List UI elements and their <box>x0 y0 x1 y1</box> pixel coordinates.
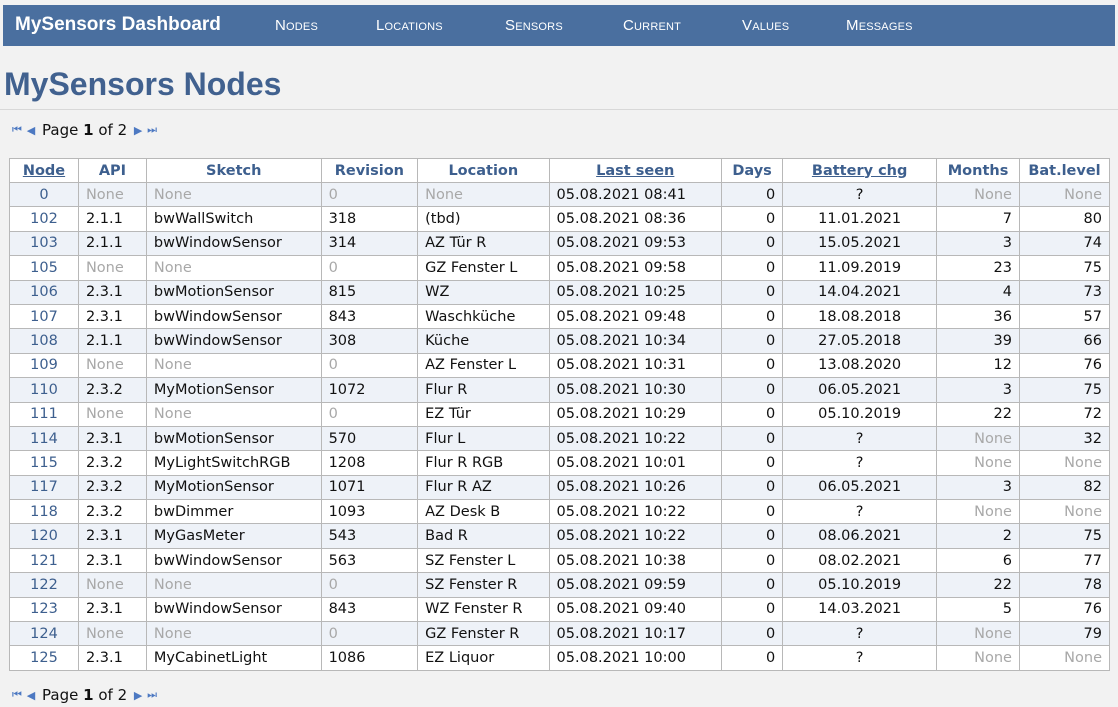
cell-revision: 843 <box>321 597 418 621</box>
cell-battery-changed: ? <box>783 646 937 670</box>
cell-days: 0 <box>721 475 782 499</box>
cell-sketch: MyCabinetLight <box>146 646 321 670</box>
cell-battery-changed: 15.05.2021 <box>783 231 937 255</box>
cell-sketch: None <box>146 256 321 280</box>
cell-api-version: 2.1.1 <box>78 329 146 353</box>
column-header-bat-level: Bat.level <box>1019 159 1109 183</box>
cell-days: 0 <box>721 573 782 597</box>
cell-revision: 308 <box>321 329 418 353</box>
cell-location: SZ Fenster L <box>418 548 549 572</box>
nav-item-locations[interactable]: Locations <box>376 17 443 34</box>
navbar <box>3 5 1115 46</box>
table-row <box>10 353 1110 377</box>
cell-battery-level: 73 <box>1019 280 1109 304</box>
pager-bottom <box>10 686 159 704</box>
table-row <box>10 646 1110 670</box>
cell-api-version: None <box>78 256 146 280</box>
cell-days: 0 <box>721 378 782 402</box>
column-header-api: API <box>78 159 146 183</box>
cell-months: 23 <box>937 256 1020 280</box>
cell-days: 0 <box>721 451 782 475</box>
cell-months: 22 <box>937 573 1020 597</box>
page-title <box>4 66 281 103</box>
cell-battery-level: 74 <box>1019 231 1109 255</box>
cell-battery-changed: ? <box>783 500 937 524</box>
table-row <box>10 304 1110 328</box>
pager-of: of <box>98 686 113 704</box>
table-row <box>10 622 1110 646</box>
cell-location: AZ Tür R <box>418 231 549 255</box>
cell-api-version: 2.3.1 <box>78 524 146 548</box>
first-page-icon[interactable]: ⏮ <box>12 688 22 701</box>
page-title-main: Nodes <box>183 66 282 102</box>
cell-days: 0 <box>721 231 782 255</box>
cell-battery-level: 77 <box>1019 548 1109 572</box>
cell-battery-level: 78 <box>1019 573 1109 597</box>
cell-node-id[interactable]: 109 <box>10 353 79 377</box>
cell-revision: 815 <box>321 280 418 304</box>
cell-days: 0 <box>721 183 782 207</box>
cell-days: 0 <box>721 524 782 548</box>
cell-battery-changed: 18.08.2018 <box>783 304 937 328</box>
prev-page-icon[interactable]: ◀ <box>26 688 36 702</box>
cell-api-version: 2.1.1 <box>78 207 146 231</box>
cell-node-id[interactable]: 114 <box>10 426 79 450</box>
cell-last-seen: 05.08.2021 10:22 <box>549 426 721 450</box>
cell-node-id[interactable]: 123 <box>10 597 79 621</box>
cell-last-seen: 05.08.2021 09:40 <box>549 597 721 621</box>
cell-revision: 0 <box>321 183 418 207</box>
cell-battery-level: 75 <box>1019 524 1109 548</box>
cell-battery-level: 79 <box>1019 622 1109 646</box>
column-header-battery-chg[interactable]: Battery chg <box>783 159 937 183</box>
column-header-node[interactable]: Node <box>10 159 79 183</box>
column-header-days: Days <box>721 159 782 183</box>
cell-battery-changed: 05.10.2019 <box>783 402 937 426</box>
cell-months: 7 <box>937 207 1020 231</box>
cell-sketch: MyMotionSensor <box>146 378 321 402</box>
column-header-location: Location <box>418 159 549 183</box>
cell-battery-changed: 14.04.2021 <box>783 280 937 304</box>
cell-months: 4 <box>937 280 1020 304</box>
cell-sketch: bwMotionSensor <box>146 426 321 450</box>
cell-battery-level: None <box>1019 500 1109 524</box>
cell-battery-changed: ? <box>783 451 937 475</box>
cell-sketch: bwDimmer <box>146 500 321 524</box>
cell-location: GZ Fenster R <box>418 622 549 646</box>
cell-months: None <box>937 646 1020 670</box>
cell-battery-level: None <box>1019 451 1109 475</box>
cell-node-id[interactable]: 124 <box>10 622 79 646</box>
cell-days: 0 <box>721 646 782 670</box>
cell-months: 2 <box>937 524 1020 548</box>
table-row <box>10 451 1110 475</box>
prev-page-icon[interactable]: ◀ <box>26 123 36 137</box>
next-page-icon[interactable]: ▶ <box>133 123 143 137</box>
cell-days: 0 <box>721 353 782 377</box>
cell-revision: 1086 <box>321 646 418 670</box>
cell-api-version: None <box>78 183 146 207</box>
cell-location: Bad R <box>418 524 549 548</box>
cell-last-seen: 05.08.2021 08:41 <box>549 183 721 207</box>
cell-revision: 843 <box>321 304 418 328</box>
table-row <box>10 402 1110 426</box>
cell-battery-level: 76 <box>1019 353 1109 377</box>
cell-api-version: None <box>78 353 146 377</box>
cell-node-id[interactable]: 122 <box>10 573 79 597</box>
cell-days: 0 <box>721 329 782 353</box>
cell-days: 0 <box>721 597 782 621</box>
cell-location: Flur L <box>418 426 549 450</box>
cell-sketch: None <box>146 353 321 377</box>
cell-node-id[interactable]: 111 <box>10 402 79 426</box>
pager-total: 2 <box>117 121 128 139</box>
cell-node-id[interactable]: 106 <box>10 280 79 304</box>
cell-api-version: 2.3.1 <box>78 280 146 304</box>
cell-last-seen: 05.08.2021 10:29 <box>549 402 721 426</box>
last-page-icon[interactable]: ⏭ <box>147 123 158 136</box>
cell-node-id[interactable]: 115 <box>10 451 79 475</box>
cell-battery-changed: 06.05.2021 <box>783 475 937 499</box>
cell-battery-level: 80 <box>1019 207 1109 231</box>
table-row <box>10 426 1110 450</box>
nav-item-messages[interactable]: Messages <box>846 17 913 34</box>
cell-api-version: 2.3.2 <box>78 378 146 402</box>
cell-location: EZ Liquor <box>418 646 549 670</box>
cell-sketch: MyGasMeter <box>146 524 321 548</box>
table-row <box>10 183 1110 207</box>
pager-text <box>42 121 127 139</box>
nav-item-values[interactable]: Values <box>742 17 790 34</box>
cell-sketch: bwMotionSensor <box>146 280 321 304</box>
cell-months: None <box>937 500 1020 524</box>
cell-last-seen: 05.08.2021 10:22 <box>549 524 721 548</box>
cell-location: Flur R AZ <box>418 475 549 499</box>
nav-item-sensors[interactable]: Sensors <box>505 17 563 34</box>
cell-battery-changed: 08.06.2021 <box>783 524 937 548</box>
table-row <box>10 280 1110 304</box>
table-row <box>10 475 1110 499</box>
cell-revision: 0 <box>321 353 418 377</box>
cell-location: (tbd) <box>418 207 549 231</box>
cell-sketch: None <box>146 622 321 646</box>
pager-top <box>10 121 159 139</box>
cell-last-seen: 05.08.2021 10:31 <box>549 353 721 377</box>
cell-revision: 1208 <box>321 451 418 475</box>
cell-sketch: None <box>146 573 321 597</box>
cell-node-id[interactable]: 105 <box>10 256 79 280</box>
nav-item-current[interactable]: Current <box>623 17 682 34</box>
cell-months: None <box>937 426 1020 450</box>
cell-last-seen: 05.08.2021 09:48 <box>549 304 721 328</box>
cell-api-version: 2.3.1 <box>78 646 146 670</box>
cell-months: 3 <box>937 475 1020 499</box>
cell-node-id[interactable]: 125 <box>10 646 79 670</box>
cell-last-seen: 05.08.2021 10:26 <box>549 475 721 499</box>
column-header-months: Months <box>937 159 1020 183</box>
cell-battery-changed: 13.08.2020 <box>783 353 937 377</box>
cell-months: 3 <box>937 378 1020 402</box>
cell-revision: 563 <box>321 548 418 572</box>
column-header-sketch: Sketch <box>146 159 321 183</box>
cell-api-version: None <box>78 622 146 646</box>
cell-battery-level: 32 <box>1019 426 1109 450</box>
cell-days: 0 <box>721 207 782 231</box>
table-header-row <box>10 159 1110 183</box>
cell-node-id[interactable]: 102 <box>10 207 79 231</box>
cell-location: EZ Tür <box>418 402 549 426</box>
cell-months: 5 <box>937 597 1020 621</box>
cell-battery-changed: 27.05.2018 <box>783 329 937 353</box>
cell-last-seen: 05.08.2021 10:00 <box>549 646 721 670</box>
cell-last-seen: 05.08.2021 10:30 <box>549 378 721 402</box>
cell-sketch: MyMotionSensor <box>146 475 321 499</box>
cell-battery-level: 72 <box>1019 402 1109 426</box>
cell-battery-changed: 06.05.2021 <box>783 378 937 402</box>
cell-location: AZ Desk B <box>418 500 549 524</box>
table-row <box>10 329 1110 353</box>
cell-days: 0 <box>721 280 782 304</box>
cell-months: None <box>937 451 1020 475</box>
cell-location: Waschküche <box>418 304 549 328</box>
table-row <box>10 378 1110 402</box>
cell-revision: 318 <box>321 207 418 231</box>
cell-last-seen: 05.08.2021 09:59 <box>549 573 721 597</box>
brand-title[interactable]: MySensors Dashboard <box>15 14 221 35</box>
cell-location: Flur R <box>418 378 549 402</box>
cell-location: GZ Fenster L <box>418 256 549 280</box>
cell-days: 0 <box>721 500 782 524</box>
cell-days: 0 <box>721 548 782 572</box>
table-row <box>10 256 1110 280</box>
pager-label: Page <box>42 686 79 704</box>
cell-api-version: 2.3.2 <box>78 475 146 499</box>
cell-api-version: 2.1.1 <box>78 231 146 255</box>
cell-location: SZ Fenster R <box>418 573 549 597</box>
page-title-prefix: MySensors <box>4 66 175 102</box>
cell-battery-changed: ? <box>783 622 937 646</box>
cell-node-id[interactable]: 118 <box>10 500 79 524</box>
cell-days: 0 <box>721 402 782 426</box>
cell-api-version: 2.3.1 <box>78 304 146 328</box>
cell-battery-changed: 11.01.2021 <box>783 207 937 231</box>
cell-days: 0 <box>721 304 782 328</box>
cell-last-seen: 05.08.2021 10:25 <box>549 280 721 304</box>
cell-location: AZ Fenster L <box>418 353 549 377</box>
nav-item-nodes[interactable]: Nodes <box>275 17 319 34</box>
cell-battery-level: 75 <box>1019 256 1109 280</box>
cell-sketch: bwWindowSensor <box>146 597 321 621</box>
cell-last-seen: 05.08.2021 09:58 <box>549 256 721 280</box>
cell-last-seen: 05.08.2021 10:22 <box>549 500 721 524</box>
cell-revision: 1093 <box>321 500 418 524</box>
cell-days: 0 <box>721 256 782 280</box>
cell-last-seen: 05.08.2021 10:38 <box>549 548 721 572</box>
cell-battery-level: 82 <box>1019 475 1109 499</box>
cell-revision: 314 <box>321 231 418 255</box>
cell-revision: 1072 <box>321 378 418 402</box>
cell-months: 6 <box>937 548 1020 572</box>
cell-months: None <box>937 622 1020 646</box>
cell-sketch: bwWindowSensor <box>146 548 321 572</box>
cell-months: 12 <box>937 353 1020 377</box>
cell-months: 3 <box>937 231 1020 255</box>
table-row <box>10 207 1110 231</box>
cell-node-id[interactable]: 108 <box>10 329 79 353</box>
first-page-icon[interactable]: ⏮ <box>12 123 22 136</box>
cell-battery-changed: ? <box>783 183 937 207</box>
last-page-icon[interactable]: ⏭ <box>147 688 158 701</box>
table-row <box>10 500 1110 524</box>
cell-node-id[interactable]: 110 <box>10 378 79 402</box>
table-row <box>10 548 1110 572</box>
cell-revision: 0 <box>321 256 418 280</box>
cell-battery-changed: ? <box>783 426 937 450</box>
cell-months: 22 <box>937 402 1020 426</box>
cell-revision: 570 <box>321 426 418 450</box>
cell-revision: 0 <box>321 402 418 426</box>
cell-last-seen: 05.08.2021 09:53 <box>549 231 721 255</box>
cell-months: None <box>937 183 1020 207</box>
cell-node-id[interactable]: 117 <box>10 475 79 499</box>
cell-location: Flur R RGB <box>418 451 549 475</box>
cell-node-id[interactable]: 107 <box>10 304 79 328</box>
cell-last-seen: 05.08.2021 08:36 <box>549 207 721 231</box>
cell-api-version: None <box>78 402 146 426</box>
cell-battery-level: 76 <box>1019 597 1109 621</box>
table-row <box>10 524 1110 548</box>
title-divider <box>0 109 1118 110</box>
cell-battery-changed: 05.10.2019 <box>783 573 937 597</box>
cell-months: 39 <box>937 329 1020 353</box>
column-header-revision: Revision <box>321 159 418 183</box>
nodes-table <box>9 158 1110 671</box>
cell-location: WZ Fenster R <box>418 597 549 621</box>
cell-api-version: 2.3.1 <box>78 597 146 621</box>
pager-text <box>42 686 127 704</box>
cell-node-id[interactable]: 0 <box>10 183 79 207</box>
pager-current: 1 <box>83 686 94 704</box>
column-header-last-seen[interactable]: Last seen <box>549 159 721 183</box>
cell-last-seen: 05.08.2021 10:01 <box>549 451 721 475</box>
cell-battery-level: 66 <box>1019 329 1109 353</box>
table-row <box>10 231 1110 255</box>
cell-api-version: 2.3.1 <box>78 426 146 450</box>
cell-battery-changed: 14.03.2021 <box>783 597 937 621</box>
cell-months: 36 <box>937 304 1020 328</box>
cell-battery-level: None <box>1019 183 1109 207</box>
cell-sketch: MyLightSwitchRGB <box>146 451 321 475</box>
cell-last-seen: 05.08.2021 10:34 <box>549 329 721 353</box>
cell-revision: 0 <box>321 573 418 597</box>
cell-api-version: 2.3.2 <box>78 451 146 475</box>
cell-sketch: None <box>146 183 321 207</box>
cell-battery-level: None <box>1019 646 1109 670</box>
cell-node-id[interactable]: 103 <box>10 231 79 255</box>
cell-battery-level: 75 <box>1019 378 1109 402</box>
cell-revision: 1071 <box>321 475 418 499</box>
cell-last-seen: 05.08.2021 10:17 <box>549 622 721 646</box>
pager-label: Page <box>42 121 79 139</box>
cell-node-id[interactable]: 120 <box>10 524 79 548</box>
cell-location: Küche <box>418 329 549 353</box>
pager-current: 1 <box>83 121 94 139</box>
cell-revision: 0 <box>321 622 418 646</box>
cell-sketch: bwWallSwitch <box>146 207 321 231</box>
cell-api-version: 2.3.2 <box>78 500 146 524</box>
cell-location: None <box>418 183 549 207</box>
cell-sketch: bwWindowSensor <box>146 329 321 353</box>
cell-location: WZ <box>418 280 549 304</box>
cell-sketch: bwWindowSensor <box>146 231 321 255</box>
cell-api-version: None <box>78 573 146 597</box>
cell-battery-changed: 08.02.2021 <box>783 548 937 572</box>
cell-sketch: None <box>146 402 321 426</box>
cell-battery-changed: 11.09.2019 <box>783 256 937 280</box>
cell-revision: 543 <box>321 524 418 548</box>
next-page-icon[interactable]: ▶ <box>133 688 143 702</box>
table-row <box>10 597 1110 621</box>
cell-api-version: 2.3.1 <box>78 548 146 572</box>
pager-of: of <box>98 121 113 139</box>
table-row <box>10 573 1110 597</box>
cell-sketch: bwWindowSensor <box>146 304 321 328</box>
cell-node-id[interactable]: 121 <box>10 548 79 572</box>
cell-days: 0 <box>721 426 782 450</box>
cell-days: 0 <box>721 622 782 646</box>
pager-total: 2 <box>117 686 128 704</box>
cell-battery-level: 57 <box>1019 304 1109 328</box>
